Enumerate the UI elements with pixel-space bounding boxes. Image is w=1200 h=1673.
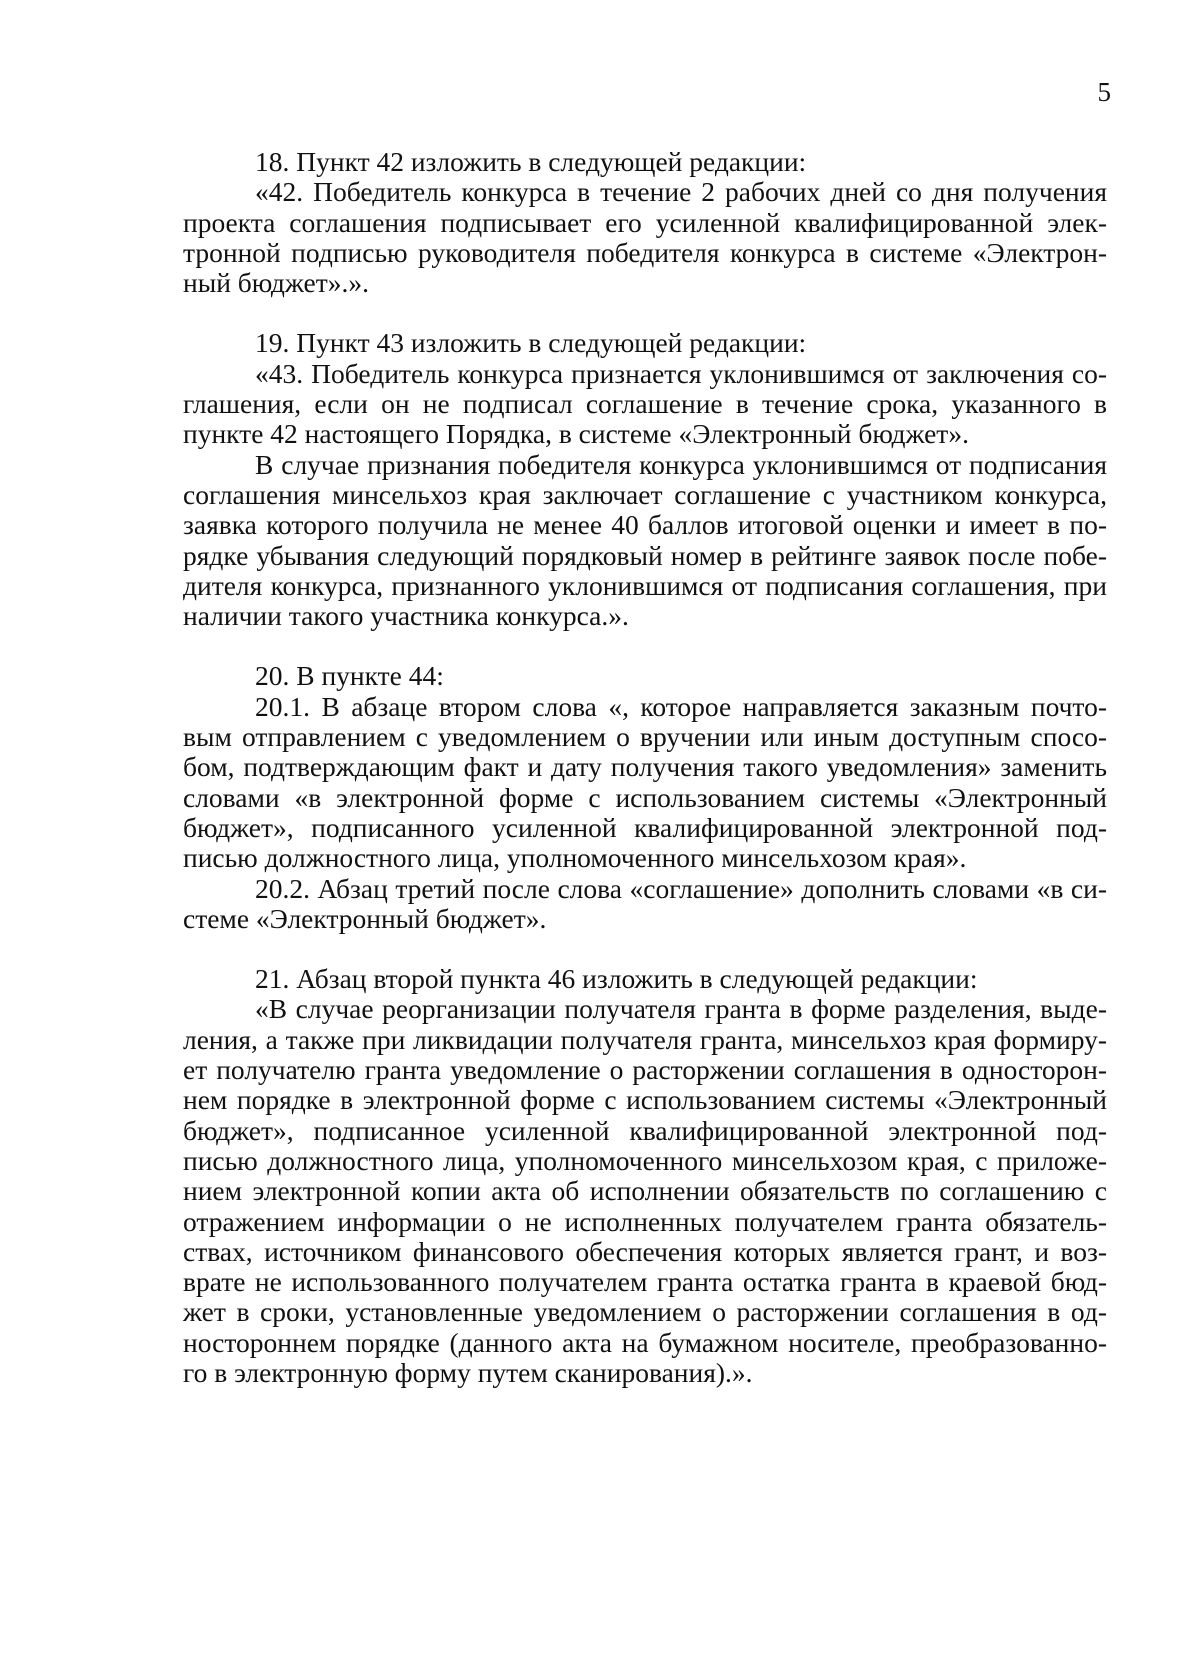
text-line: ный бюджет».».: [183, 267, 370, 299]
document-body: [183, 147, 1107, 1388]
text-line: 20.1. В абзаце втором слова «, которое направляется заказным почто-: [255, 690, 1107, 722]
text-line: отражением информации о не исполненных получателем гранта обязатель-: [183, 1205, 1107, 1237]
text-line: ет получателю гранта уведомление о расторжении соглашения в односторон-: [183, 1054, 1107, 1086]
text-line: наличии такого участника конкурса.».: [183, 600, 629, 632]
section-3: [183, 661, 1107, 934]
text-line: тронной подписью руководителя победителя конкурса в системе «Электрон-: [183, 236, 1107, 268]
text-line: дителя конкурса, признанного уклонившимся от подписания соглашения, при: [183, 569, 1107, 601]
text-line: словами «в электронной форме с использованием системы «Электронный: [183, 781, 1107, 813]
text-line: соглашения минсельхоз края заключает соглашение с участником конкурса,: [183, 478, 1107, 510]
text-line: стеме «Электронный бюджет».: [183, 902, 547, 934]
section-1: [183, 147, 1107, 298]
text-line: заявка которого получила не менее 40 баллов итоговой оценки и имеет в по-: [183, 509, 1107, 541]
text-line: ления, а также при ликвидации получателя гранта, минсельхоз края формиру-: [183, 1023, 1107, 1055]
text-line: 18. Пункт 42 изложить в следующей редакции:: [255, 146, 807, 177]
text-line: писью должностного лица, уполномоченного минсельхозом края, с приложе-: [183, 1144, 1107, 1176]
text-line: ностороннем порядке (данного акта на бумажном носителе, преобразованно-: [183, 1326, 1107, 1358]
text-line: бюджет», подписанное усиленной квалифицированной электронной под-: [183, 1114, 1107, 1146]
text-line: писью должностного лица, уполномоченного минсельхозом края».: [183, 842, 967, 874]
text-line: глашения, если он не подписал соглашение в течение срока, указанного в: [183, 388, 1107, 420]
text-line: го в электронную форму путем сканирования).».: [183, 1356, 753, 1388]
text-line: «В случае реорганизации получателя гранта в форме разделения, выде-: [255, 993, 1107, 1025]
text-line: В случае признания победителя конкурса уклонившимся от подписания: [255, 448, 1107, 480]
text-line: «42. Победитель конкурса в течение 2 рабочих дней со дня получения: [255, 176, 1107, 208]
text-line: бом, подтверждающим факт и дату получения такого уведомления» заменить: [183, 751, 1107, 783]
text-line: нем порядке в электронной форме с использованием системы «Электронный: [183, 1084, 1107, 1116]
text-line: 19. Пункт 43 изложить в следующей редакции:: [255, 327, 807, 359]
text-line: ствах, источником финансового обеспечения которых является грант, и воз-: [183, 1235, 1107, 1267]
text-line: проекта соглашения подписывает его усиленной квалифицированной элек-: [183, 206, 1107, 238]
section-2: [183, 328, 1107, 631]
text-line: 20. В пункте 44:: [255, 660, 444, 692]
text-line: «43. Победитель конкурса признается уклонившимся от заключения со-: [255, 357, 1107, 389]
text-line: нием электронной копии акта об исполнении обязательств по соглашению с: [183, 1175, 1107, 1207]
text-line: вым отправлением с уведомлением о вручении или иным доступным спосо-: [183, 721, 1107, 753]
text-line: врате не использованного получателем гранта остатка гранта в краевой бюд-: [183, 1266, 1107, 1298]
text-line: бюджет», подписанного усиленной квалифицированной электронной под-: [183, 811, 1107, 843]
text-line: пункте 42 настоящего Порядка, в системе «Электронный бюджет».: [183, 418, 969, 450]
text-line: жет в сроки, установленные уведомлением о расторжении соглашения в од-: [183, 1296, 1107, 1328]
page-number: 5: [1097, 77, 1111, 107]
section-4: [183, 964, 1107, 1388]
text-line: 21. Абзац второй пункта 46 изложить в следующей редакции:: [255, 963, 978, 995]
text-line: 20.2. Абзац третий после слова «соглашение» дополнить словами «в си-: [255, 872, 1107, 904]
text-line: рядке убывания следующий порядковый номер в рейтинге заявок после побе-: [183, 539, 1107, 571]
